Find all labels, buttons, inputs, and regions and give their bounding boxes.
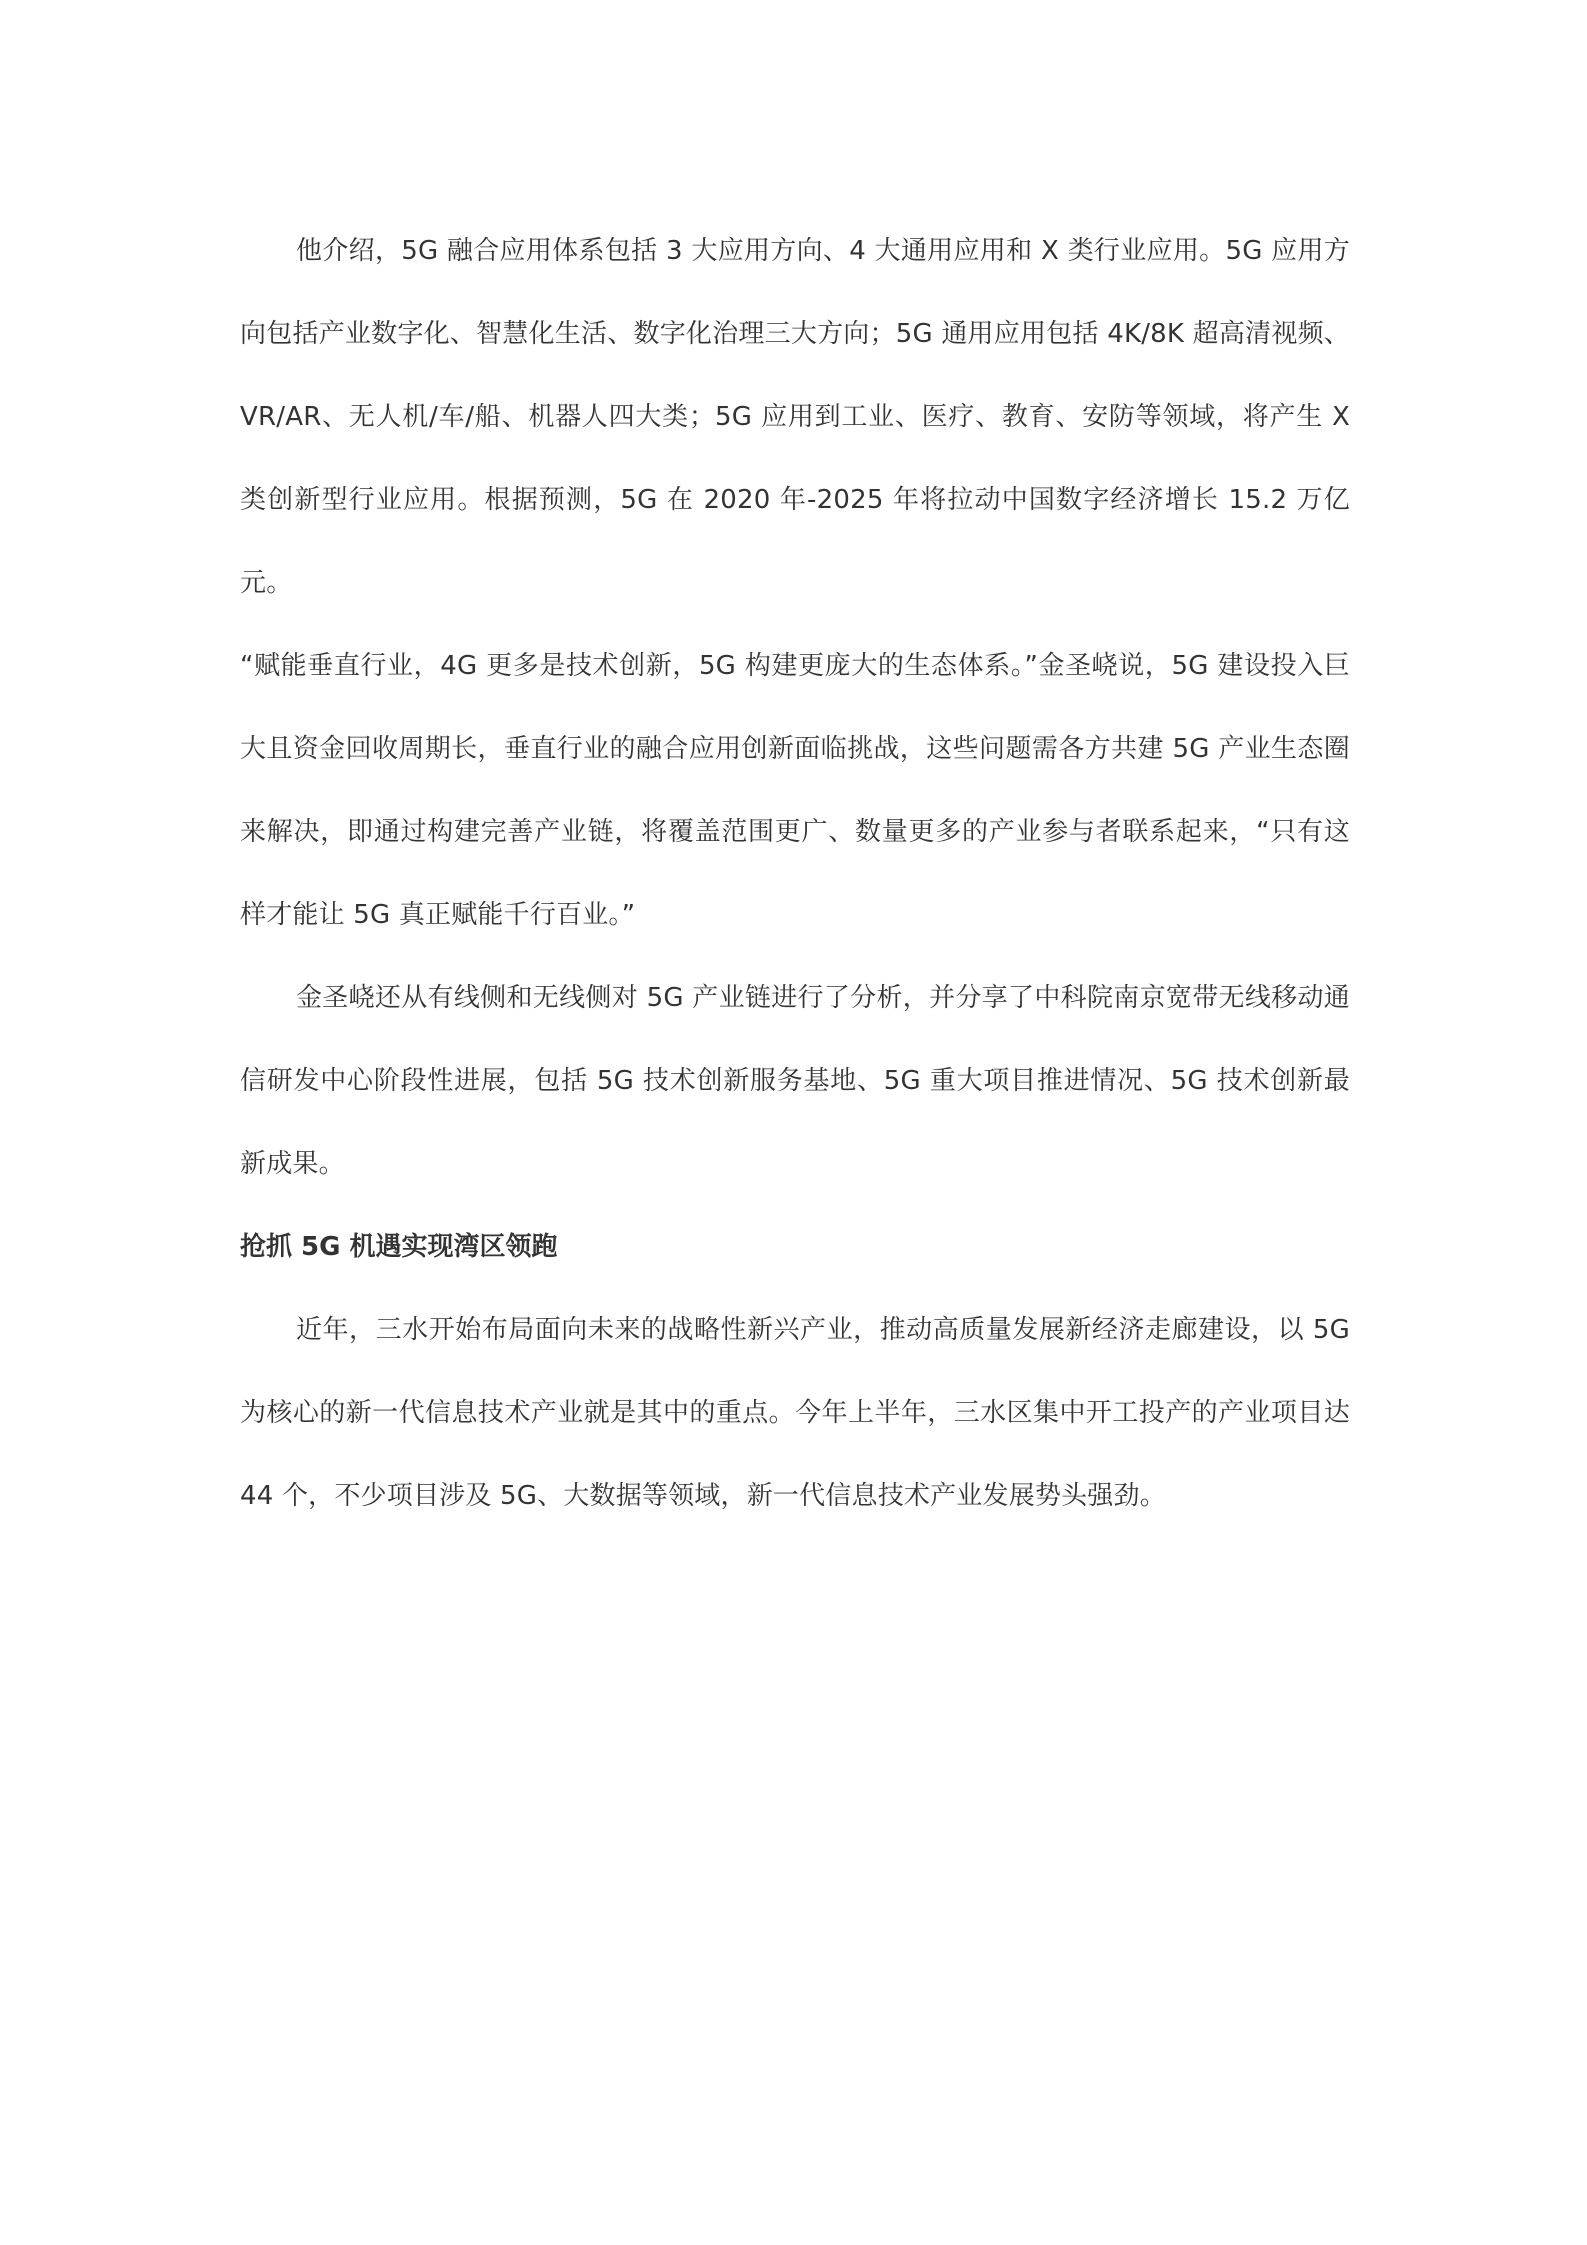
section-heading: 抢抓 5G 机遇实现湾区领跑 (240, 1232, 558, 1262)
paragraph-industry-chain-analysis: 金圣峣还从有线侧和无线侧对 5G 产业链进行了分析，并分享了中科院南京宽带无线移动通信研发中心阶段性进展，包括 5G 技术创新服务基地、5G 重大项目推进情况、5G 技术创新最新成果。 (240, 983, 1350, 1179)
article-body (240, 210, 1350, 1538)
paragraph-sanshui-strategy: 近年，三水开始布局面向未来的战略性新兴产业，推动高质量发展新经济走廊建设，以 5G 为核心的新一代信息技术产业就是其中的重点。今年上半年，三水区集中开工投产的产业项目达 44 个，不少项目涉及 5G、大数据等领域，新一代信息技术产业发展势头强劲。 (240, 1315, 1350, 1511)
paragraph-vertical-industry-quote: “赋能垂直行业，4G 更多是技术创新，5G 构建更庞大的生态体系。”金圣峣说，5G 建设投入巨大且资金回收周期长，垂直行业的融合应用创新面临挑战，这些问题需各方共建 5G 产业生态圈来解决，即通过构建完善产业链，将覆盖范围更广、数量更多的产业参与者联系起来，“只有这样才能让 5G 真正赋能千行百业。” (240, 651, 1350, 930)
paragraph-5g-application-system: 他介绍，5G 融合应用体系包括 3 大应用方向、4 大通用应用和 X 类行业应用。5G 应用方向包括产业数字化、智慧化生活、数字化治理三大方向；5G 通用应用包括 4K/8K 超高清视频、VR/AR、无人机/车/船、机器人四大类；5G 应用到工业、医疗、教育、安防等领域，将产生 X 类创新型行业应用。根据预测，5G 在 2020 年-2025 年将拉动中国数字经济增长 15.2 万亿元。 (240, 236, 1350, 598)
